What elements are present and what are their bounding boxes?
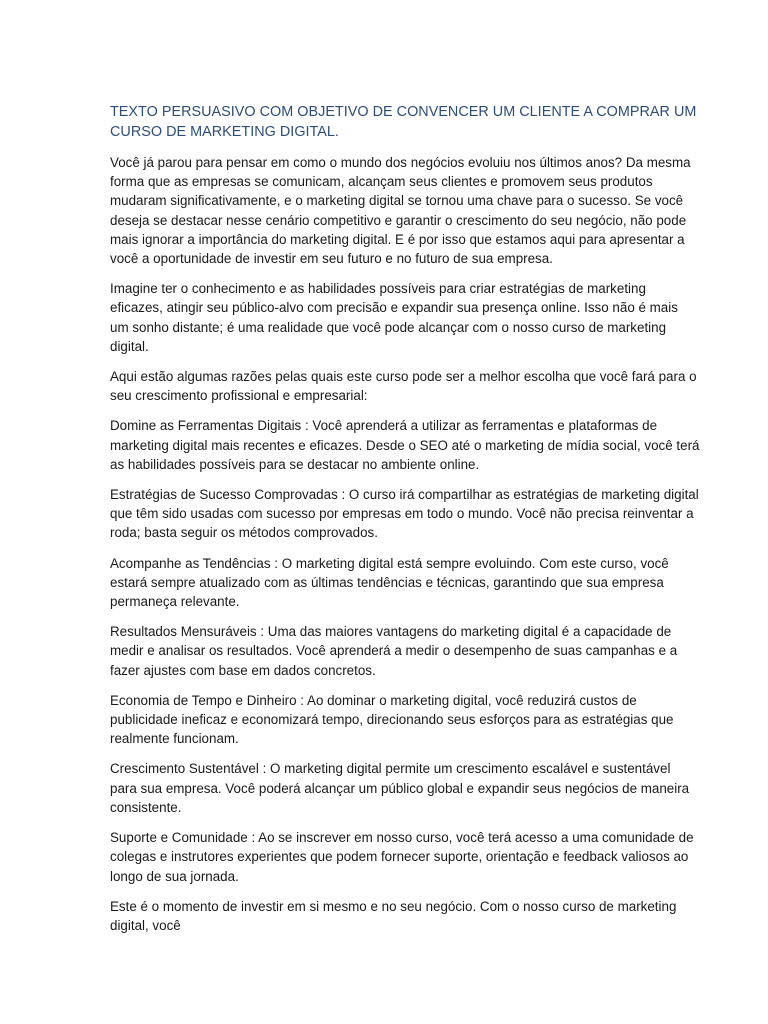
paragraph-reason-support: Suporte e Comunidade : Ao se inscrever em nosso curso, você terá acesso a uma comunidade de colegas e instrutores experientes que podem fornecer suporte, orientação e feedback valiosos ao longo de sua jornada. [110, 830, 694, 884]
document-content [110, 102, 700, 946]
paragraph-reason-results: Resultados Mensuráveis : Uma das maiores vantagens do marketing digital é a capacidade de medir e analisar os resultados. Você aprenderá a medir o desempenho de suas campanhas e a fazer ajustes com base em dados concretos. [110, 624, 678, 678]
paragraph-closing: Este é o momento de investir em si mesmo e no seu negócio. Com o nosso curso de marketing digital, você [110, 898, 677, 933]
document-title: TEXTO PERSUASIVO COM OBJETIVO DE CONVENCER UM CLIENTE A COMPRAR UM CURSO DE MARKETING DIGITAL. [110, 104, 697, 140]
paragraph-imagine: Imagine ter o conhecimento e as habilidades possíveis para criar estratégias de marketing eficazes, atingir seu público-alvo com precisão e expandir sua presença online. Isso não é mais um sonho distante; é uma realidade que você pode alcançar com o nosso curso de marketing digital. [110, 281, 678, 354]
paragraph-reason-trends: Acompanhe as Tendências : O marketing digital está sempre evoluindo. Com este curso, você estará sempre atualizado com as últimas tendências e técnicas, garantindo que sua empresa permaneça relevante. [110, 555, 669, 610]
paragraph-intro: Você já parou para pensar em como o mundo dos negócios evoluiu nos últimos anos? Da mesma forma que as empresas se comunicam, alcançam seus clientes e promovem seus produtos mudaram significativamente, e o marketing digital se tornou uma chave para o sucesso. Se você deseja se destacar nesse cenário competitivo e garantir o crescimento do seu negócio, não pode mais ignorar a importância do marketing digital. E é por isso que estamos aqui para apresentar a você a oportunidade de investir em seu futuro e no futuro de sua empresa. [110, 155, 691, 267]
paragraph-reason-strategies: Estratégias de Sucesso Comprovadas : O curso irá compartilhar as estratégias de marketing digital que têm sido usadas com sucesso por empresas em todo o mundo. Você não precisa reinventar a roda; basta seguir os métodos comprovados. [110, 487, 699, 541]
paragraph-reason-tools: Domine as Ferramentas Digitais : Você aprenderá a utilizar as ferramentas e plataformas de marketing digital mais recentes e eficazes. Desde o SEO até o marketing de mídia social, você terá as habilidades possíveis para se destacar no ambiente online. [110, 418, 700, 472]
paragraph-reasons-intro: Aqui estão algumas razões pelas quais este curso pode ser a melhor escolha que você fará para o seu crescimento profissional e empresarial: [110, 369, 697, 404]
paragraph-reason-growth: Crescimento Sustentável : O marketing digital permite um crescimento escalável e sustentável para sua empresa. Você poderá alcançar um público global e expandir seus negócios de maneira consistente. [110, 761, 690, 815]
paragraph-reason-economy: Economia de Tempo e Dinheiro : Ao dominar o marketing digital, você reduzirá custos de publicidade ineficaz e economizará tempo, direcionando seus esforços para as estratégias que realmente funcionam. [110, 692, 674, 747]
